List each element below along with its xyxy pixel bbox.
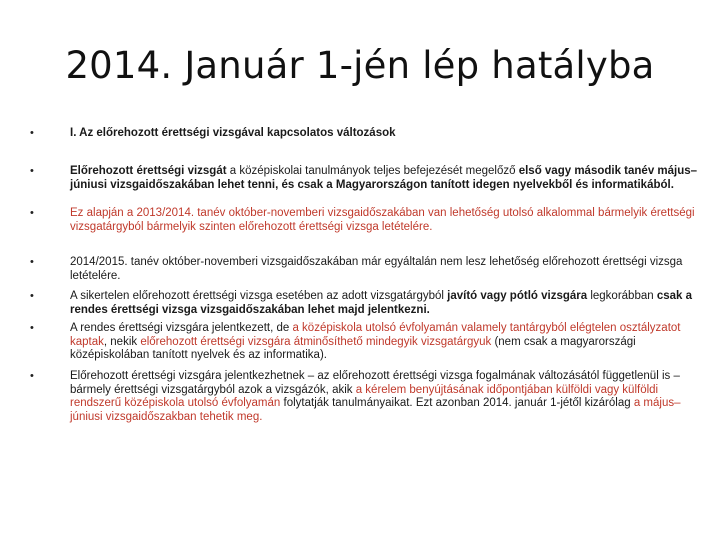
text-segment: csak a rendes érettségi vizsga vizsgaidőszakában lehet majd jelentkezni.	[70, 290, 693, 316]
bullet-icon: •	[30, 165, 34, 177]
text-segment: május–júniusi vizsgaidőszakában lehet tenni, és csak a Magyarországon tanított idegen nyelvekből és informatikából.	[70, 165, 698, 191]
text-segment: Előrehozott érettségi vizsgára jelentkezhetnek – az előrehozott érettségi vizsga fogalmának változásától függetlenül is – bármely érettségi vizsgatárgyból azok a vizsgázók, akik	[70, 370, 680, 396]
text-segment: Ez alapján a 2013/2014. tanév október-novemberi vizsgaidőszakában van lehetőség utolsó alkalommal bármelyik érettségi vizsgatárgyból bármelyik szinten előrehozott érettségi vizsga letételére.	[70, 207, 695, 233]
bullet-icon: •	[30, 127, 34, 139]
text-segment: a középiskolai tanulmányok teljes befejezését megelőző	[226, 165, 519, 177]
text-segment: folytatják tanulmányaikat. Ezt azonban 2014. január 1-jétől kizárólag	[280, 397, 634, 410]
text-segment: A rendes érettségi vizsgára jelentkezett, de	[70, 322, 293, 334]
list-item	[30, 165, 698, 192]
text-segment: A sikertelen előrehozott érettségi vizsga esetében az adott vizsgatárgyból	[70, 290, 448, 302]
text-segment: a kérelem benyújtásának időpontjában külföldi vagy külföldi rendszerű középiskola utolsó évfolyamán	[70, 383, 659, 410]
text-segment: 2014/2015. tanév október-novemberi vizsgaidőszakában már egyáltalán nem lesz lehetőség előrehozott érettségi vizsga letételére.	[70, 256, 683, 282]
text-segment: (nem csak a magyarországi középiskolában tanított nyelvek és az informatika).	[70, 335, 636, 362]
list-item	[30, 207, 698, 234]
bullet-icon: •	[30, 290, 34, 302]
text-segment: előrehozott érettségi vizsgára átminősíthető mindegyik vizsgatárgyuk	[140, 335, 492, 348]
bullet-icon: •	[30, 370, 34, 382]
text-segment: I. Az előrehozott érettségi vizsgával kapcsolatos változások	[70, 127, 396, 139]
text-segment: Előrehozott érettségi vizsgát	[70, 165, 227, 177]
text-segment: legkorábban	[587, 290, 657, 302]
list-item	[30, 256, 698, 283]
list-item	[30, 290, 698, 317]
slide-title: 2014. Január 1-jén lép hatályba	[65, 44, 655, 87]
bullet-icon: •	[30, 207, 34, 219]
text-segment: a középiskola utolsó évfolyamán valamely tantárgyból elégtelen osztályzatot kaptak	[70, 322, 681, 348]
text-segment: a május–júniusi vizsgaidőszakban tehetik meg.	[70, 397, 681, 423]
text-segment: javító vagy pótló vizsgára	[447, 290, 588, 302]
list-item	[30, 322, 698, 363]
list-item	[30, 127, 698, 141]
text-segment: , nekik	[103, 335, 141, 348]
bullet-icon: •	[30, 256, 34, 268]
bullet-icon: •	[30, 322, 34, 334]
list-item	[30, 370, 698, 424]
text-segment: első vagy második tanév	[518, 165, 655, 177]
